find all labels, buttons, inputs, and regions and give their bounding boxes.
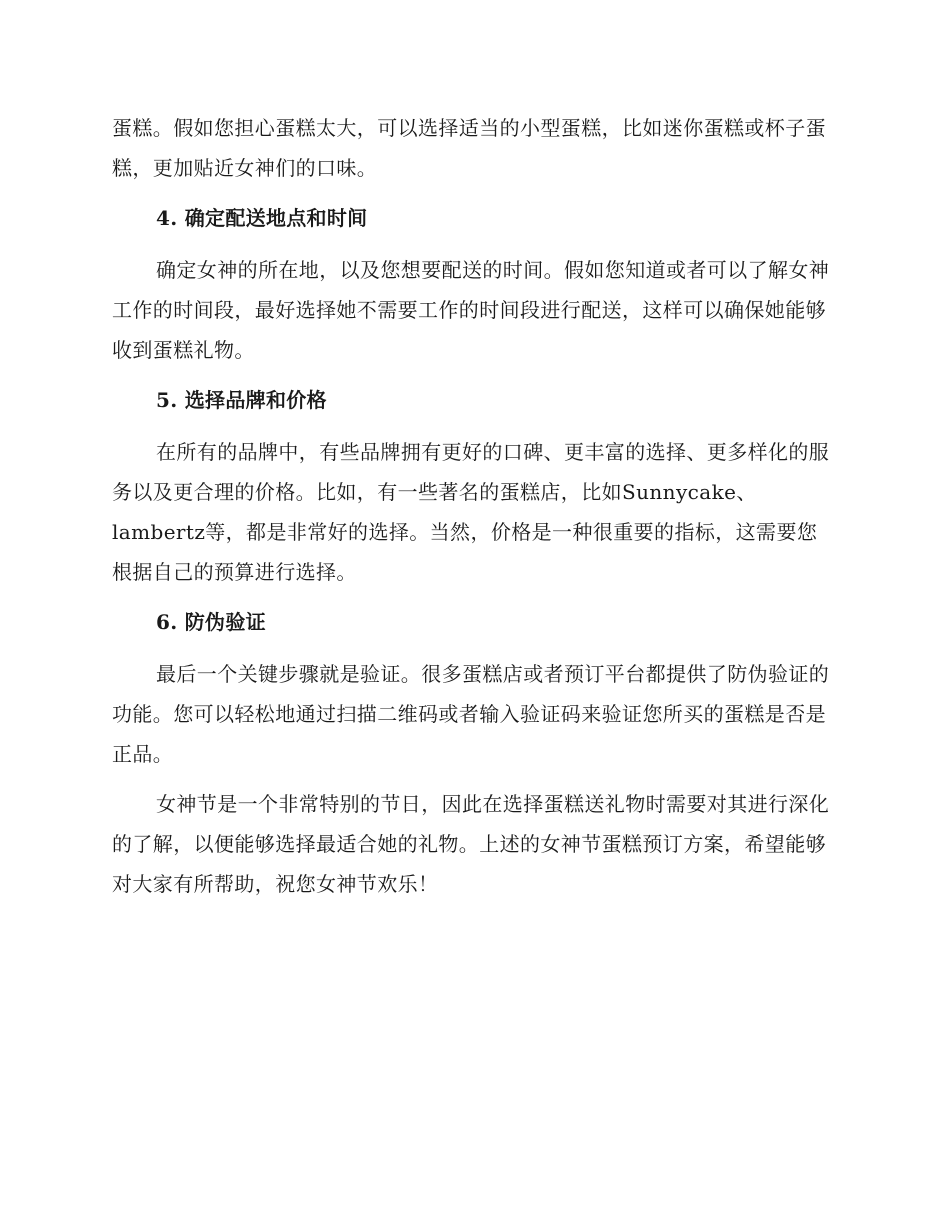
intro-continuation-paragraph: 蛋糕。假如您担心蛋糕太大，可以选择适当的小型蛋糕，比如迷你蛋糕或杯子蛋糕，更加贴近女神们的口味。 xyxy=(112,116,826,180)
section-delivery xyxy=(112,198,832,370)
section-paragraph-brand-price: 在所有的品牌中，有些品牌拥有更好的口碑、更丰富的选择、更多样化的服务以及更合理的价格。比如，有一些著名的蛋糕店，比如Sunnycake、lambertz等，都是非常好的选择。当然，价格是一种很重要的指标，这需要您根据自己的预算进行选择。 xyxy=(112,440,830,584)
section-paragraph-verification: 最后一个关键步骤就是验证。很多蛋糕店或者预订平台都提供了防伪验证的功能。您可以轻松地通过扫描二维码或者输入验证码来验证您所买的蛋糕是否是正品。 xyxy=(112,662,830,766)
document-page xyxy=(112,108,832,914)
section-paragraph-delivery: 确定女神的所在地，以及您想要配送的时间。假如您知道或者可以了解女神工作的时间段，最好选择她不需要工作的时间段进行配送，这样可以确保她能够收到蛋糕礼物。 xyxy=(112,258,830,362)
section-verification xyxy=(112,602,832,774)
section-heading-verification: 6. 防伪验证 xyxy=(156,610,266,634)
conclusion-paragraph: 女神节是一个非常特别的节日，因此在选择蛋糕送礼物时需要对其进行深化的了解，以便能够选择最适合她的礼物。上述的女神节蛋糕预订方案，希望能够对大家有所帮助，祝您女神节欢乐！ xyxy=(112,792,830,896)
section-brand-price xyxy=(112,380,832,592)
section-heading-delivery: 4. 确定配送地点和时间 xyxy=(156,206,368,230)
section-heading-brand-price: 5. 选择品牌和价格 xyxy=(156,388,327,412)
